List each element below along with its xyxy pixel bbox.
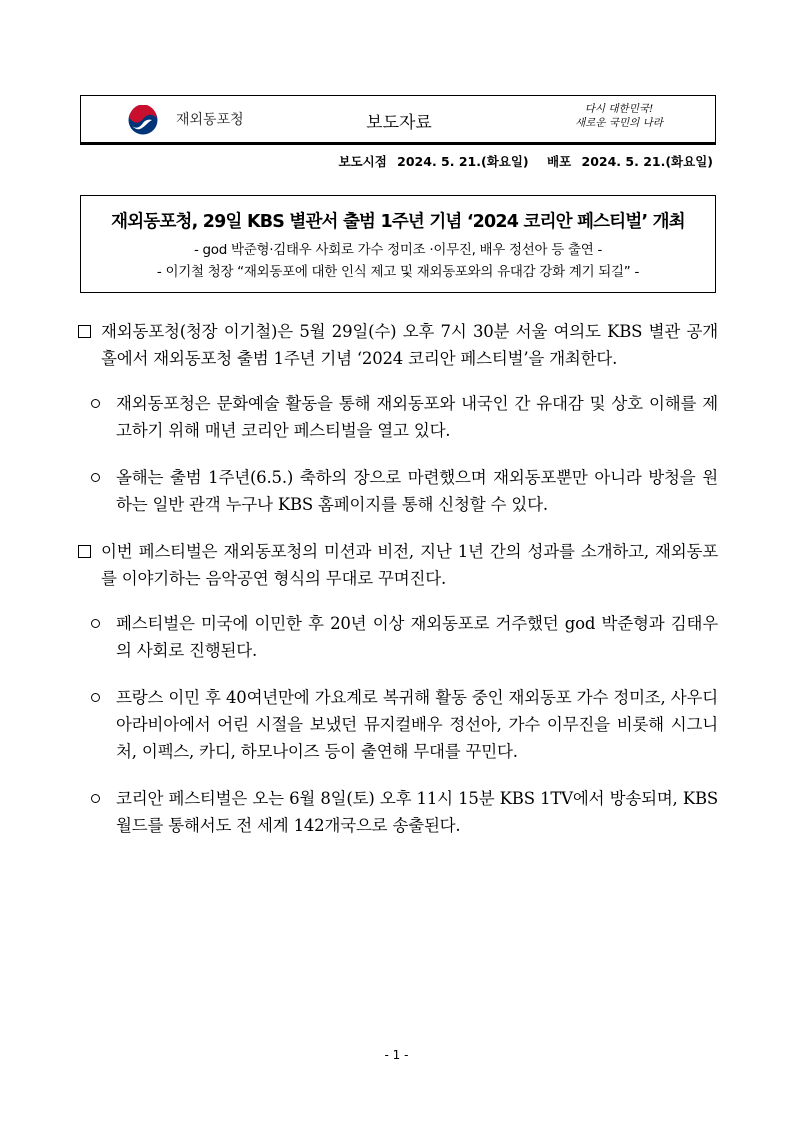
- bullet-circle-icon: [91, 473, 100, 482]
- bullet-circle-icon: [91, 619, 100, 628]
- body-text: [78, 318, 718, 859]
- headline: 재외동포청, 29일 KBS 별관서 출범 1주년 기념 ‘2024 코리안 페스티벌’ 개최: [111, 212, 685, 232]
- slogan: [559, 102, 679, 130]
- paragraph-text: 이번 페스티벌은 재외동포청의 미션과 비전, 지난 1년 간의 성과를 소개하고, 재외동포를 이야기하는 음악공연 형식의 무대로 꾸며진다.: [101, 542, 718, 588]
- paragraph-bullet: [78, 390, 718, 444]
- paragraph-bullet: [78, 610, 718, 664]
- paragraph-text: 재외동포청은 문화예술 활동을 통해 재외동포와 내국인 간 유대감 및 상호 이해를 제고하기 위해 매년 코리안 페스티벌을 열고 있다.: [116, 394, 718, 440]
- release-info: [332, 152, 713, 170]
- paragraph-bullet: [78, 684, 718, 765]
- paragraph-text: 올해는 출범 1주년(6.5.) 축하의 장으로 마련했으며 재외동포뿐만 아니라 방청을 원하는 일반 관객 누구나 KBS 홈페이지를 통해 신청할 수 있다.: [116, 468, 718, 514]
- paragraph-text: 페스티벌은 미국에 이민한 후 20년 이상 재외동포로 거주했던 god 박준형과 김태우의 사회로 진행된다.: [116, 614, 718, 660]
- paragraph-text: 코리안 페스티벌은 오는 6월 8일(토) 오후 11시 15분 KBS 1TV에서 방송되며, KBS 월드를 통해서도 전 세계 142개국으로 송출된다.: [116, 789, 718, 835]
- slogan-line-1: 다시 대한민국!: [584, 103, 654, 115]
- page-number: - 1 -: [384, 1048, 409, 1062]
- slogan-line-2: 새로운 국민의 나라: [575, 117, 663, 129]
- header-box: [80, 95, 716, 145]
- bullet-circle-icon: [91, 693, 100, 702]
- paragraph-square: [78, 318, 718, 372]
- distribution-label: 배포: [547, 154, 572, 169]
- bullet-circle-icon: [91, 399, 100, 408]
- agency-name: 재외동포청: [176, 112, 244, 128]
- embargo-label: 보도시점: [338, 154, 387, 169]
- distribution-date: 2024. 5. 21.(화요일): [581, 154, 713, 169]
- paragraph-bullet: [78, 785, 718, 839]
- paragraph-text: 재외동포청(청장 이기철)은 5월 29일(수) 오후 7시 30분 서울 여의도 KBS 별관 공개홀에서 재외동포청 출범 1주년 기념 ‘2024 코리안 페스티벌’을 개최한다.: [101, 322, 718, 368]
- paragraph-square: [78, 538, 718, 592]
- doc-type-label: 보도자료: [366, 113, 432, 133]
- checkbox-square-icon: [78, 545, 91, 558]
- title-box: [80, 195, 716, 293]
- subtitle-2: - 이기철 청장 “재외동포에 대한 인식 제고 및 재외동포와의 유대감 강화 계기 되길” -: [156, 264, 640, 280]
- subtitle-1: - god 박준형·김태우 사회로 가수 정미조 ·이무진, 배우 정선아 등 출연 -: [193, 242, 603, 258]
- checkbox-square-icon: [78, 325, 91, 338]
- embargo-date: 2024. 5. 21.(화요일): [397, 154, 529, 169]
- paragraph-text: 프랑스 이민 후 40여년만에 가요계로 복귀해 활동 중인 재외동포 가수 정미조, 사우디아라비아에서 어린 시절을 보냈던 뮤지컬배우 정선아, 가수 이무진을 비롯해 시그니처, 이펙스, 카디, 하모나이즈 등이 출연해 무대를 꾸민다.: [116, 688, 718, 761]
- bullet-circle-icon: [91, 794, 100, 803]
- paragraph-bullet: [78, 464, 718, 518]
